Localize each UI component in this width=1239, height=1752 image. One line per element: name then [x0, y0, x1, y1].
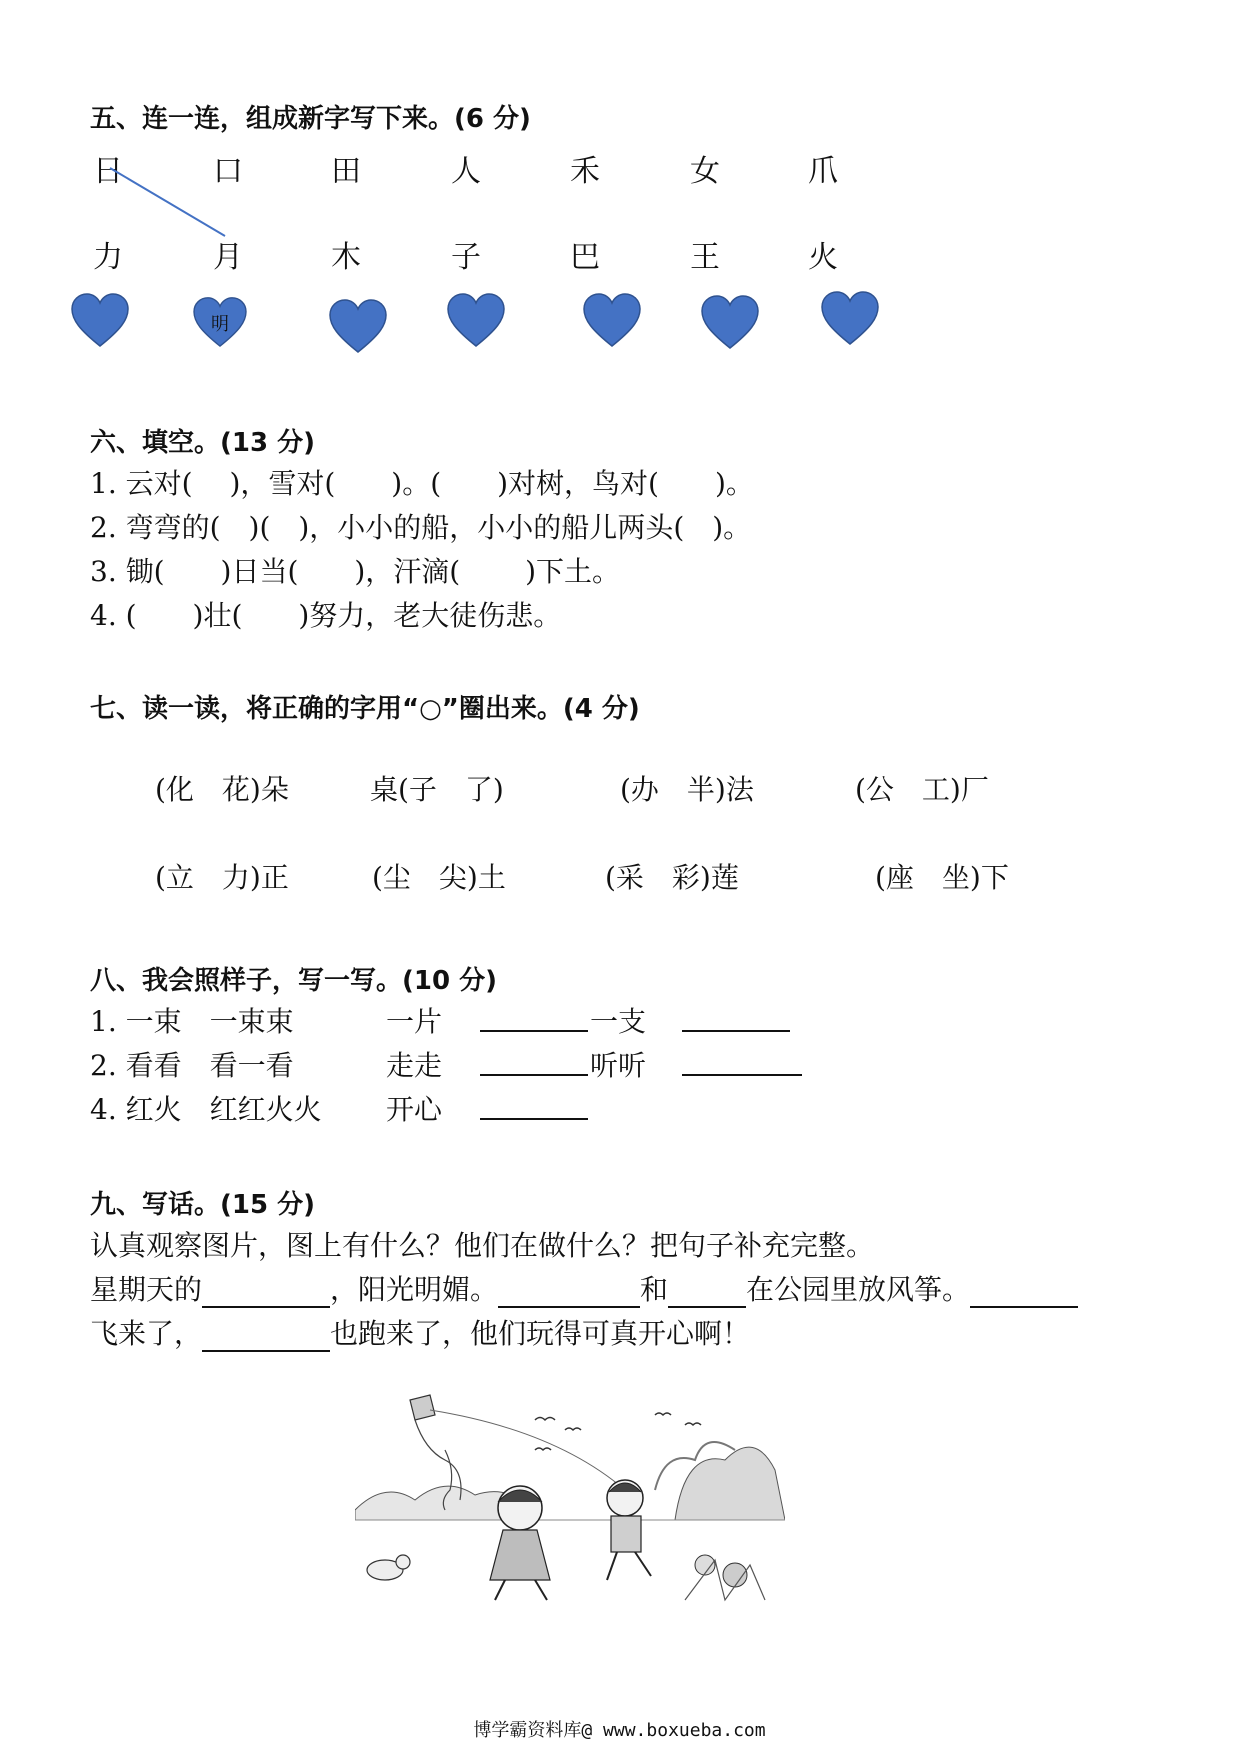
pattern-word-a: 走走	[386, 1049, 443, 1082]
writing-intro: 认真观察图片，图上有什么？他们在做什么？把句子补充完整。	[90, 1229, 875, 1262]
answer-blank[interactable]	[682, 1004, 790, 1032]
top-char[interactable]: 女	[690, 154, 720, 189]
footer-watermark: 博学霸资料库@ www.boxueba.com	[473, 1720, 766, 1741]
fill-line-2: 2. 弯弯的( )( )，小小的船，小小的船儿两头( )。	[90, 511, 752, 544]
writing-sentence-2	[90, 1312, 750, 1352]
answer-blank[interactable]	[480, 1048, 588, 1076]
bottom-char[interactable]: 王	[690, 240, 720, 275]
choice-4: (公 工)厂	[855, 773, 989, 806]
choice-8: (座 坐)下	[875, 861, 1009, 894]
fill-line-1: 1. 云对( )，雪对( )。( )对树，鸟对( )。	[90, 467, 754, 500]
choice-3: (办 半)法	[620, 773, 754, 806]
sentence-text: 和	[640, 1273, 669, 1306]
pattern-example: 2. 看看 看一看	[90, 1049, 294, 1082]
answer-blank[interactable]	[970, 1280, 1078, 1308]
pattern-example: 1. 一束 一束束	[90, 1005, 294, 1038]
top-char[interactable]: 日	[93, 154, 123, 189]
answer-heart[interactable]	[700, 294, 760, 350]
fill-line-4: 4. ( )壮( )努力，老大徒伤悲。	[90, 599, 562, 632]
section-8-title: 八、我会照样子，写一写。(10 分)	[90, 966, 497, 996]
answer-heart[interactable]	[70, 292, 130, 348]
section-9-title: 九、写话。(15 分)	[90, 1190, 315, 1220]
sentence-text: ，阳光明媚。	[330, 1273, 499, 1306]
kite-flying-illustration	[355, 1390, 785, 1610]
answer-blank[interactable]	[480, 1092, 588, 1120]
answer-heart[interactable]	[820, 290, 880, 346]
answer-blank[interactable]	[668, 1280, 746, 1308]
choice-1: (化 花)朵	[155, 773, 289, 806]
answer-heart[interactable]	[446, 292, 506, 348]
fill-line-3: 3. 锄( )日当( )，汗滴( )下土。	[90, 555, 621, 588]
top-char[interactable]: 禾	[570, 154, 600, 189]
pattern-row-1	[90, 1000, 647, 1040]
answer-blank[interactable]	[498, 1280, 640, 1308]
pattern-word-a: 一片	[386, 1005, 443, 1038]
connect-line	[0, 0, 1239, 300]
answer-heart[interactable]	[328, 298, 388, 354]
sentence-text: 也跑来了，他们玩得可真开心啊！	[330, 1317, 751, 1350]
writing-sentence-1	[90, 1268, 1078, 1308]
answer-blank[interactable]	[480, 1004, 588, 1032]
bottom-char[interactable]: 子	[451, 240, 481, 275]
pattern-word-b: 一支	[590, 1005, 647, 1038]
top-char[interactable]: 人	[451, 154, 481, 189]
section-5-title: 五、连一连，组成新字写下来。(6 分)	[90, 104, 531, 134]
top-char[interactable]: 爪	[808, 154, 838, 189]
top-char[interactable]: 口	[213, 154, 243, 189]
pattern-word-b: 听听	[590, 1049, 647, 1082]
choice-5: (立 力)正	[155, 861, 289, 894]
answer-blank[interactable]	[202, 1280, 330, 1308]
answer-blank[interactable]	[682, 1048, 802, 1076]
section-7-title: 七、读一读，将正确的字用“○”圈出来。(4 分)	[90, 694, 640, 724]
answer-heart[interactable]	[582, 292, 642, 348]
bottom-char[interactable]: 力	[93, 240, 123, 275]
answer-blank[interactable]	[202, 1324, 330, 1352]
choice-7: (采 彩)莲	[605, 861, 739, 894]
section-6-title: 六、填空。(13 分)	[90, 428, 315, 458]
sentence-text: 飞来了，	[90, 1317, 203, 1350]
answer-heart[interactable]	[192, 296, 248, 348]
pattern-row-3	[90, 1088, 443, 1128]
bottom-char[interactable]: 巴	[570, 240, 600, 275]
pattern-word-a: 开心	[386, 1093, 443, 1126]
choice-2: 桌(子 了)	[370, 773, 504, 806]
sentence-text: 星期天的	[90, 1273, 203, 1306]
bottom-char[interactable]: 木	[331, 240, 361, 275]
sentence-text: 在公园里放风筝。	[746, 1273, 971, 1306]
bottom-char[interactable]: 火	[808, 240, 838, 275]
choice-6: (尘 尖)土	[372, 861, 506, 894]
heart-label: 明	[211, 314, 229, 335]
top-char[interactable]: 田	[331, 154, 361, 189]
bottom-char[interactable]: 月	[213, 240, 243, 275]
pattern-row-2	[90, 1044, 647, 1084]
pattern-example: 4. 红火 红红火火	[90, 1093, 322, 1126]
